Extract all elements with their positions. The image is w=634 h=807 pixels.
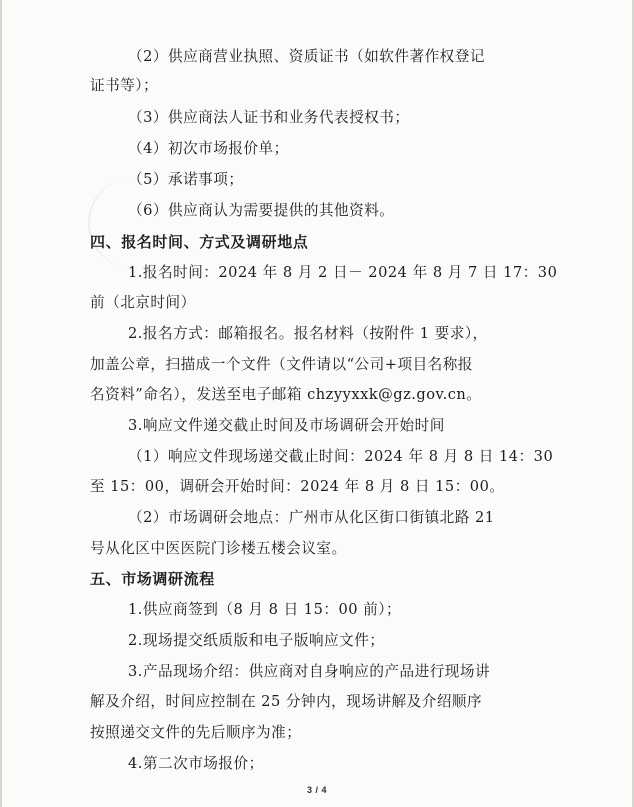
- text-line: （2）供应商营业执照、资质证书（如软件著作权登记: [128, 48, 485, 65]
- text-line: 1.供应商签到（8 月 8 日 15：00 前）；: [128, 601, 402, 618]
- text-line: 解及介绍，时间应控制在 25 分钟内，现场讲解及介绍顺序: [90, 693, 483, 710]
- page-edge-left: [0, 0, 2, 807]
- text-line: 1.报名时间：2024 年 8 月 2 日－ 2024 年 8 月 7 日 17：30: [128, 264, 558, 281]
- text-line: （5）承诺事项；: [128, 171, 244, 188]
- text-line: 加盖公章，扫描成一个文件（文件请以“公司+项目名称报: [90, 356, 473, 373]
- text-line: 2.现场提交纸质版和电子版响应文件；: [128, 632, 385, 649]
- text-line: 名资料”命名），发送至电子邮箱 chzyyxxk@gz.gov.cn。: [90, 386, 482, 403]
- text-line: （3）供应商法人证书和业务代表授权书；: [128, 109, 410, 126]
- section-heading-five: 五、市场调研流程: [90, 570, 215, 588]
- text-line: 3.产品现场介绍：供应商对自身响应的产品进行现场讲: [128, 663, 491, 680]
- text-line: 3.响应文件递交截止时间及市场调研会开始时间: [128, 417, 445, 434]
- page-number: 3 / 4: [306, 785, 327, 795]
- text-line: 前（北京时间）: [90, 294, 196, 311]
- text-line: （2）市场调研会地点：广州市从化区街口街镇北路 21: [128, 509, 495, 526]
- text-line: 号从化区中医医院门诊楼五楼会议室。: [90, 540, 347, 557]
- text-line: （4）初次市场报价单；: [128, 140, 289, 157]
- faint-stamp-mark: [88, 178, 160, 268]
- text-line: （1）响应文件现场递交截止时间：2024 年 8 月 8 日 14：30: [128, 448, 554, 465]
- text-line: 2.报名方式：邮箱报名。报名材料（按附件 1 要求），: [128, 325, 488, 342]
- text-line: 至 15：00，调研会开始时间：2024 年 8 月 8 日 15：00。: [90, 478, 505, 495]
- text-line: 按照递交文件的先后顺序为准；: [90, 724, 302, 741]
- section-heading-four: 四、报名时间、方式及调研地点: [90, 233, 309, 251]
- text-line: 4.第二次市场报价；: [128, 755, 264, 772]
- text-line: （6）供应商认为需要提供的其他资料。: [128, 202, 395, 219]
- text-line: 证书等）；: [90, 77, 159, 94]
